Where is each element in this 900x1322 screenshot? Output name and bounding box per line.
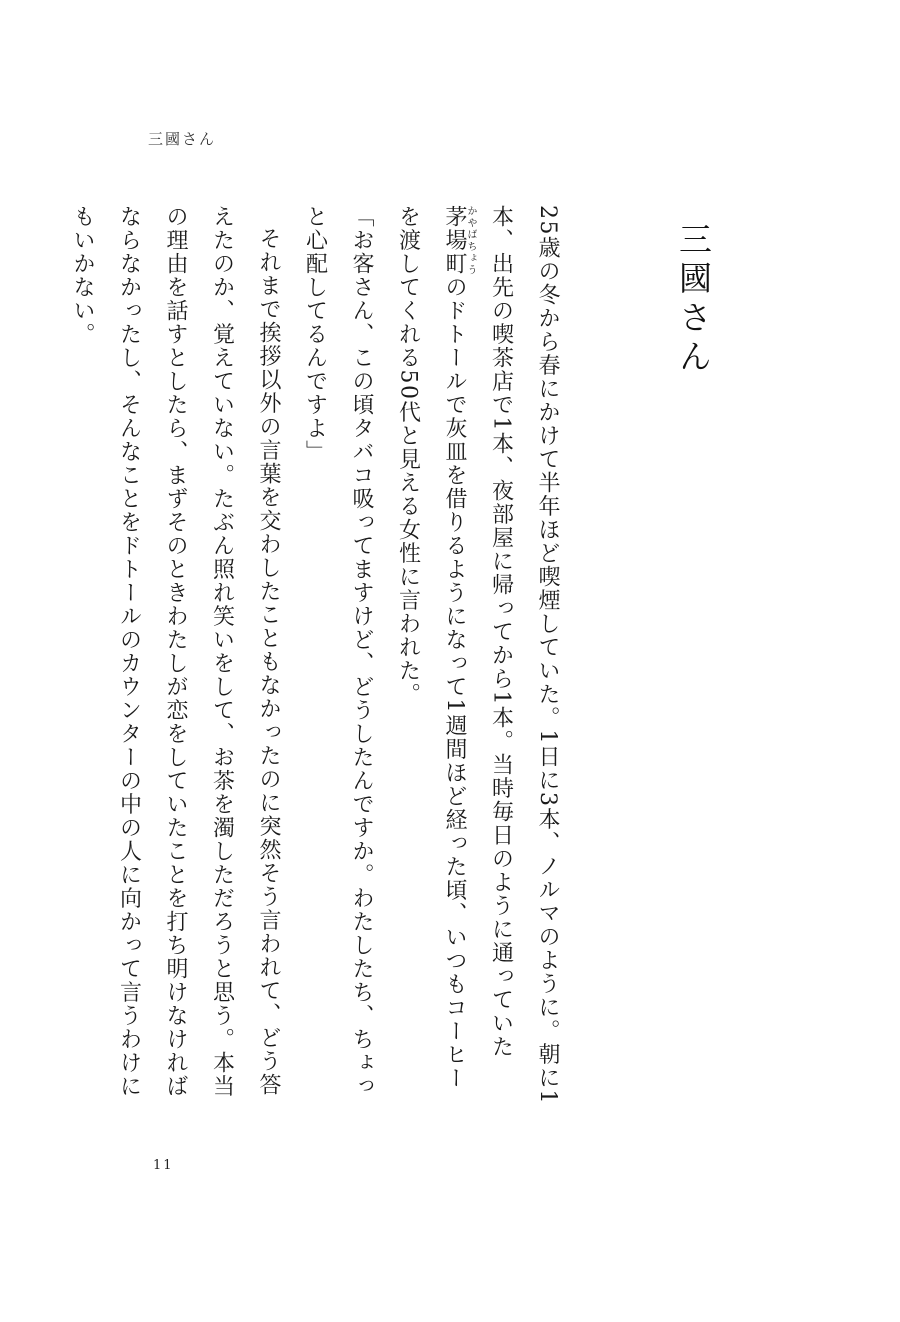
paragraph-2-text: 「お客さん、この頃タバコ吸ってますけど、どうしたんですか。わたしたち、ちょっと心配してるんですよ」	[302, 205, 374, 1098]
paragraph-1-text-2: のドトールで灰皿を借りるようになって1週間ほど経った頃、いつもコーヒーを渡してくれる50代と見える女性に言われた。	[395, 205, 467, 1090]
ruby-kayabacho	[442, 205, 476, 276]
body-text	[59, 205, 571, 1110]
paragraph-3-text: それまで挨拶以外の言葉を交わしたこともなかったのに突然そう言われて、どう答えたのか、覚えていない。たぶん照れ笑いをして、お茶を濁しただろうと思う。本当の理由を話すとしたら、まずそのときわたしが恋をしていたことを打ち明けなければならなかったし、そんなことをドトールのカウンターの中の人に向かって言うわけにもいかない。	[70, 205, 281, 1098]
paragraph-1-text-1: 25歳の冬から春にかけて半年ほど喫煙していた。1日に3本、ノルマのように。朝に1本、出先の喫茶店で1本、夜部屋に帰ってから1本。当時毎日のように通っていた	[488, 205, 560, 1105]
paragraph-3	[59, 205, 292, 1110]
ruby-reading: かやばちょう	[465, 205, 476, 276]
paragraph-2-quote	[291, 205, 384, 1110]
ruby-base: 茅場町	[442, 205, 467, 276]
running-head: 三國さん	[148, 130, 217, 148]
page-number: 11	[153, 1158, 174, 1173]
chapter-title: 三國さん	[674, 222, 713, 378]
paragraph-1	[384, 205, 570, 1110]
